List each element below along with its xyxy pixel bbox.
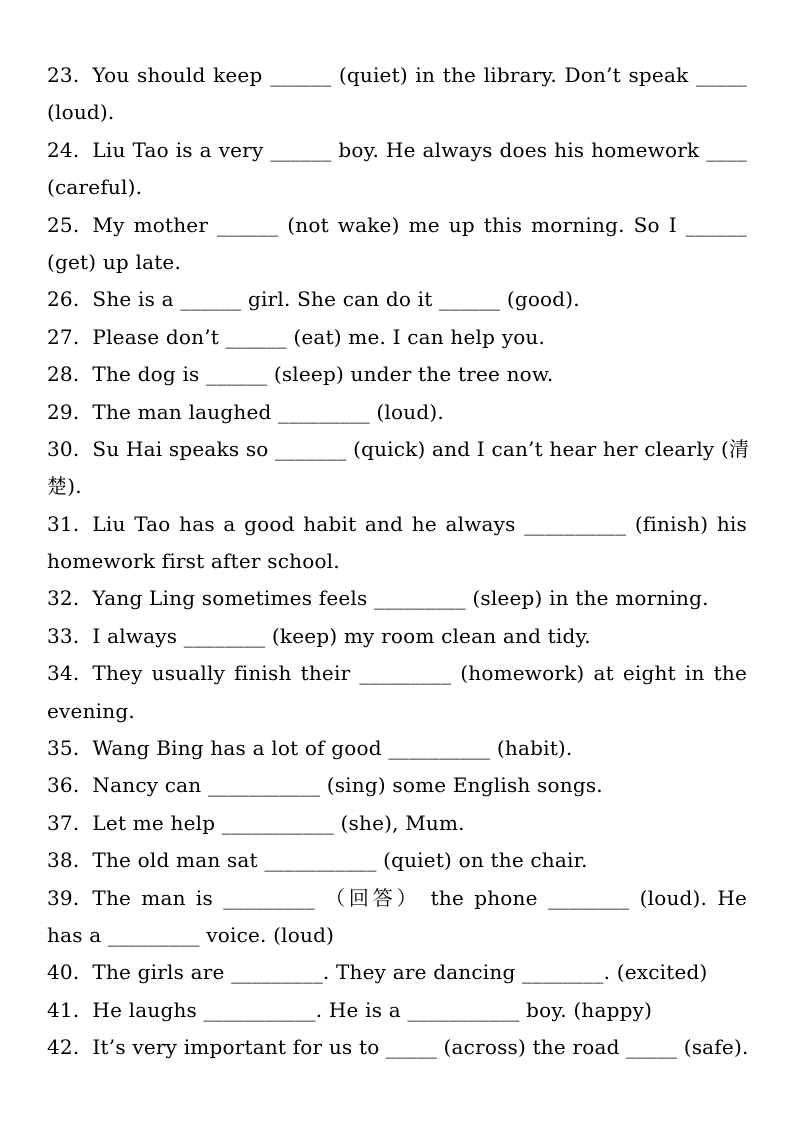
question-text: My mother ______ (not wake) me up this morning. So I ______ (92, 212, 747, 237)
question-line (47, 356, 747, 393)
question-23 (47, 57, 747, 132)
question-line (47, 655, 747, 692)
question-text: Wang Bing has a lot of good __________ (habit). (92, 736, 573, 761)
question-text: homework first after school. (47, 549, 340, 574)
question-number: 39. (47, 885, 80, 910)
question-number: 27. (47, 324, 80, 349)
question-text: The man is _________ （回答） the phone ________ (loud). He (92, 885, 747, 910)
question-line (47, 207, 747, 244)
question-line (47, 506, 747, 543)
question-number: 37. (47, 810, 80, 835)
question-line (47, 319, 747, 356)
question-text: The old man sat ___________ (quiet) on the chair. (92, 848, 588, 873)
question-number: 34. (47, 661, 80, 686)
question-line (47, 580, 747, 617)
question-number: 36. (47, 773, 80, 798)
question-line (47, 57, 747, 94)
question-38 (47, 842, 747, 879)
question-line (47, 842, 747, 879)
question-32 (47, 580, 747, 617)
question-line (47, 805, 747, 842)
question-line (47, 917, 747, 954)
question-number: 32. (47, 586, 80, 611)
question-number: 30. (47, 436, 80, 461)
question-text: Let me help ___________ (she), Mum. (92, 810, 465, 835)
question-25 (47, 207, 747, 282)
question-number: 42. (47, 1035, 80, 1060)
question-number: 29. (47, 399, 80, 424)
question-text: The dog is ______ (sleep) under the tree now. (92, 362, 554, 387)
question-33 (47, 618, 747, 655)
question-24 (47, 132, 747, 207)
question-27 (47, 319, 747, 356)
question-40 (47, 954, 747, 991)
question-number: 26. (47, 287, 80, 312)
question-29 (47, 394, 747, 431)
question-number: 24. (47, 137, 80, 162)
question-text: The girls are _________. They are dancing ________. (excited) (92, 960, 708, 985)
question-text: Please don’t ______ (eat) me. I can help you. (92, 324, 546, 349)
question-42 (47, 1029, 747, 1066)
question-line (47, 94, 747, 131)
question-number: 28. (47, 362, 80, 387)
question-line (47, 543, 747, 580)
question-line (47, 132, 747, 169)
question-text: I always ________ (keep) my room clean and tidy. (92, 623, 591, 648)
question-number: 23. (47, 63, 80, 87)
question-text: (get) up late. (47, 249, 182, 274)
question-number: 33. (47, 623, 80, 648)
question-text: has a _________ voice. (loud) (47, 922, 335, 947)
question-line (47, 1029, 747, 1066)
question-text: 楚). (47, 474, 82, 499)
question-41 (47, 992, 747, 1029)
question-30 (47, 431, 750, 506)
question-number: 25. (47, 212, 80, 237)
question-31 (47, 506, 747, 581)
question-37 (47, 805, 747, 842)
question-text: Yang Ling sometimes feels _________ (sleep) in the morning. (92, 586, 709, 611)
question-text: The man laughed _________ (loud). (92, 399, 444, 424)
question-text: Nancy can ___________ (sing) some English songs. (92, 773, 603, 798)
question-line (47, 954, 747, 991)
question-text: Liu Tao is a very ______ boy. He always does his homework ____ (92, 137, 747, 162)
question-line (47, 880, 747, 917)
question-line (47, 431, 750, 468)
question-line (47, 618, 747, 655)
question-line (47, 693, 747, 730)
question-text: They usually finish their _________ (homework) at eight in the (92, 661, 747, 686)
question-line (47, 767, 747, 804)
question-36 (47, 767, 747, 804)
question-26 (47, 281, 747, 318)
question-number: 31. (47, 511, 80, 536)
question-text: Liu Tao has a good habit and he always __________ (finish) his (92, 511, 747, 536)
question-number: 41. (47, 997, 80, 1022)
question-line (47, 169, 747, 206)
question-text: She is a ______ girl. She can do it ______ (good). (92, 287, 580, 312)
question-text: It’s very important for us to _____ (across) the road _____ (safe). (92, 1035, 749, 1060)
question-39 (47, 880, 747, 955)
question-line (47, 730, 747, 767)
question-line (47, 394, 747, 431)
question-34 (47, 655, 747, 730)
question-number: 40. (47, 960, 80, 985)
question-line (47, 244, 747, 281)
question-number: 38. (47, 848, 80, 873)
question-line (47, 281, 747, 318)
question-text: evening. (47, 698, 135, 723)
question-35 (47, 730, 747, 767)
question-28 (47, 356, 747, 393)
question-number: 35. (47, 736, 80, 761)
question-text: Su Hai speaks so _______ (quick) and I can’t hear her clearly (清 (92, 436, 750, 461)
question-text: He laughs ___________. He is a ___________ boy. (happy) (92, 997, 653, 1022)
question-line (47, 468, 747, 505)
question-text: (careful). (47, 175, 143, 200)
question-text: (loud). (47, 100, 115, 125)
question-line (47, 992, 747, 1029)
question-text: You should keep ______ (quiet) in the library. Don’t speak _____ (92, 63, 747, 87)
